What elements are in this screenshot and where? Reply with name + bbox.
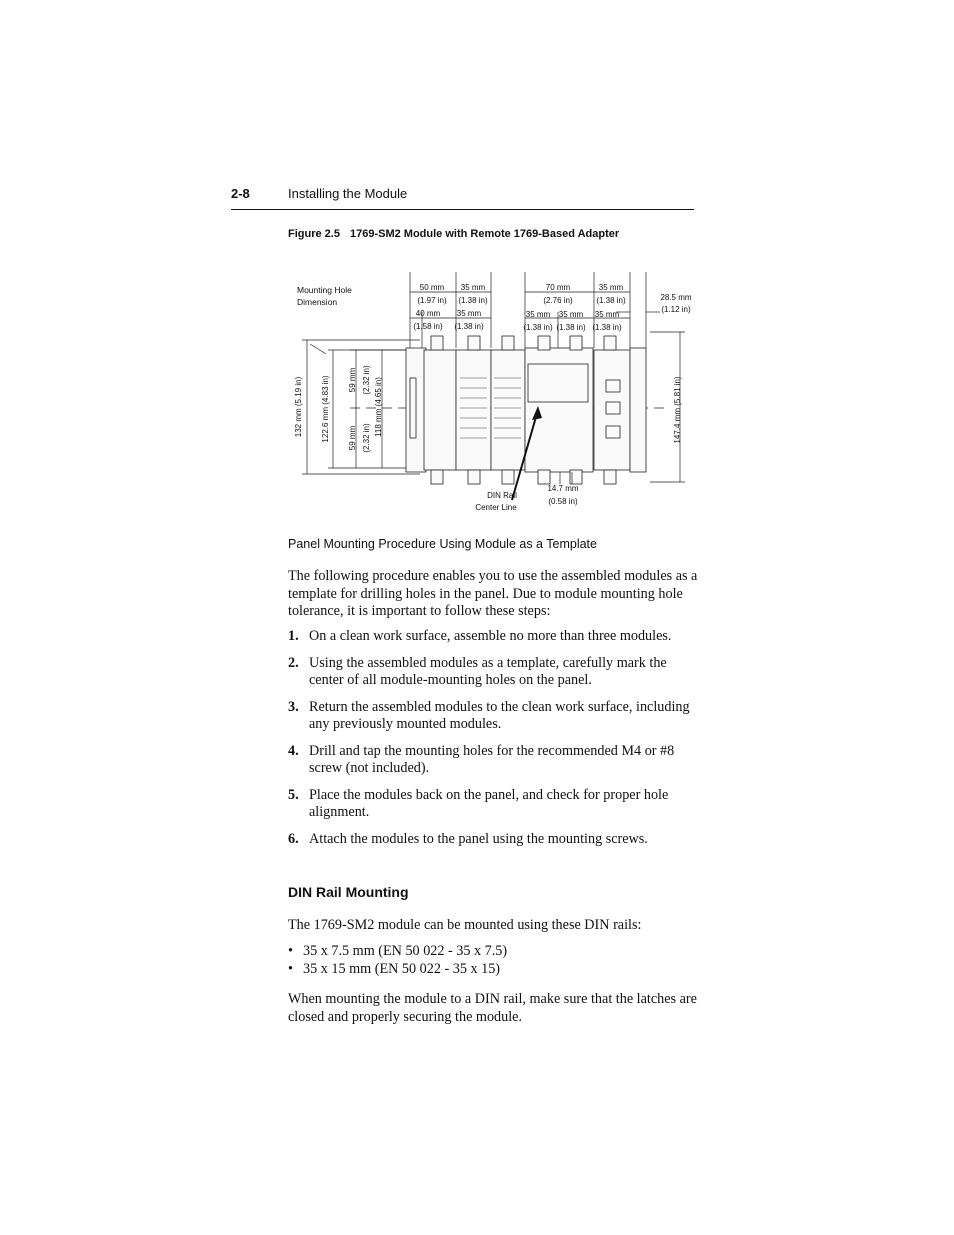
bullet-glyph: • (288, 943, 293, 959)
step-item (288, 787, 698, 822)
procedure-intro: The following procedure enables you to use the assembled modules as a template for drilling holes in the panel. Due to module mounting hole tolerance, it is important to follow these steps: (288, 568, 698, 619)
list-item (288, 943, 507, 961)
dim-70mm: 70 mm (545, 283, 571, 292)
dim-1474mm: 147.4 mm (5.81 in) (673, 376, 682, 444)
din-rail-list (288, 943, 507, 978)
step-item (288, 655, 698, 690)
step-number: 6. (288, 830, 299, 847)
dim-197in: (1.97 in) (417, 296, 447, 305)
dim-138in-d: (1.38 in) (556, 323, 586, 332)
dim-132mm: 132 mm (5.19 in) (294, 376, 303, 438)
step-number: 3. (288, 698, 299, 715)
step-text: Using the assembled modules as a template, carefully mark the center of all module-mounting holes on the panel. (309, 654, 667, 688)
step-number: 1. (288, 628, 299, 644)
step-text: Return the assembled modules to the clean work surface, including any previously mounted modules. (309, 698, 690, 732)
step-number: 4. (288, 742, 299, 759)
figure-title: 1769-SM2 Module with Remote 1769-Based Adapter (349, 228, 620, 240)
procedure-steps (288, 628, 698, 857)
dimension-drawing (280, 268, 700, 518)
step-text: Place the modules back on the panel, and check for proper hole alignment. (309, 786, 669, 820)
step-number: 2. (288, 654, 299, 671)
step-text: Drill and tap the mounting holes for the recommended M4 or #8 screw (not included). (309, 742, 675, 776)
running-title: Installing the Module (288, 186, 408, 201)
page-header (231, 185, 694, 210)
dim-147mm: 14.7 mm (547, 484, 579, 493)
din-rail-heading: DIN Rail Mounting (288, 884, 409, 900)
dim-40mm: 40 mm (415, 309, 441, 318)
dim-59mm-bottom: 59 mm (348, 425, 357, 451)
step-number: 5. (288, 786, 299, 803)
mounting-hole-label-1: Mounting Hole (297, 285, 352, 295)
dim-058in: (0.58 in) (548, 497, 578, 506)
dim-35mm-e: 35 mm (598, 283, 624, 292)
step-text: Attach the modules to the panel using the mounting screws. (309, 830, 648, 847)
dim-276in: (2.76 in) (543, 296, 573, 305)
figure-caption (288, 228, 619, 240)
dim-138in-f: (1.38 in) (592, 323, 622, 332)
dim-35mm-a: 35 mm (460, 283, 486, 292)
procedure-heading: Panel Mounting Procedure Using Module as a Template (288, 537, 597, 551)
din-rail-intro: The 1769-SM2 module can be mounted using these DIN rails: (288, 917, 642, 933)
dim-50mm: 50 mm (419, 283, 445, 292)
dim-138in-b: (1.38 in) (454, 322, 484, 331)
list-item (288, 961, 507, 979)
step-item (288, 699, 698, 734)
dim-59mm-top: 59 mm (348, 367, 357, 393)
din-rail-closing: When mounting the module to a DIN rail, make sure that the latches are closed and properly securing the module. (288, 991, 697, 1025)
din-rail-label-1: DIN Rail (487, 491, 517, 500)
dim-118mm: 118 mm (4.65 in) (374, 377, 383, 437)
din-rail-label-2: Center Line (475, 503, 517, 512)
dim-35mm-b: 35 mm (456, 309, 482, 318)
bullet-glyph: • (288, 960, 293, 977)
dim-138in-e: (1.38 in) (596, 296, 626, 305)
step-item (288, 628, 698, 646)
bullet-text: 35 x 15 mm (EN 50 022 - 35 x 15) (303, 960, 501, 977)
dim-232in-bottom: (2.32 in) (362, 423, 371, 453)
bullet-text: 35 x 7.5 mm (EN 50 022 - 35 x 7.5) (303, 943, 508, 959)
dim-112in: (1.12 in) (661, 305, 691, 314)
dim-35mm-c: 35 mm (525, 310, 551, 319)
mounting-dimension-figure (280, 268, 700, 518)
mounting-hole-label-2: Dimension (297, 297, 338, 307)
dim-35mm-f: 35 mm (594, 310, 620, 319)
page-number: 2-8 (231, 186, 250, 201)
dim-35mm-d: 35 mm (558, 310, 584, 319)
dim-232in-top: (2.32 in) (362, 365, 371, 395)
step-item (288, 831, 698, 849)
step-item (288, 743, 698, 778)
step-text: On a clean work surface, assemble no more than three modules. (309, 628, 672, 644)
dim-285mm: 28.5 mm (660, 293, 692, 302)
dim-158in: (1.58 in) (413, 322, 443, 331)
dim-138in-c: (1.38 in) (523, 323, 553, 332)
figure-label: Figure 2.5 (288, 228, 340, 240)
dim-1226mm: 122.6 mm (4.83 in) (321, 375, 330, 443)
dim-138in-a: (1.38 in) (458, 296, 488, 305)
